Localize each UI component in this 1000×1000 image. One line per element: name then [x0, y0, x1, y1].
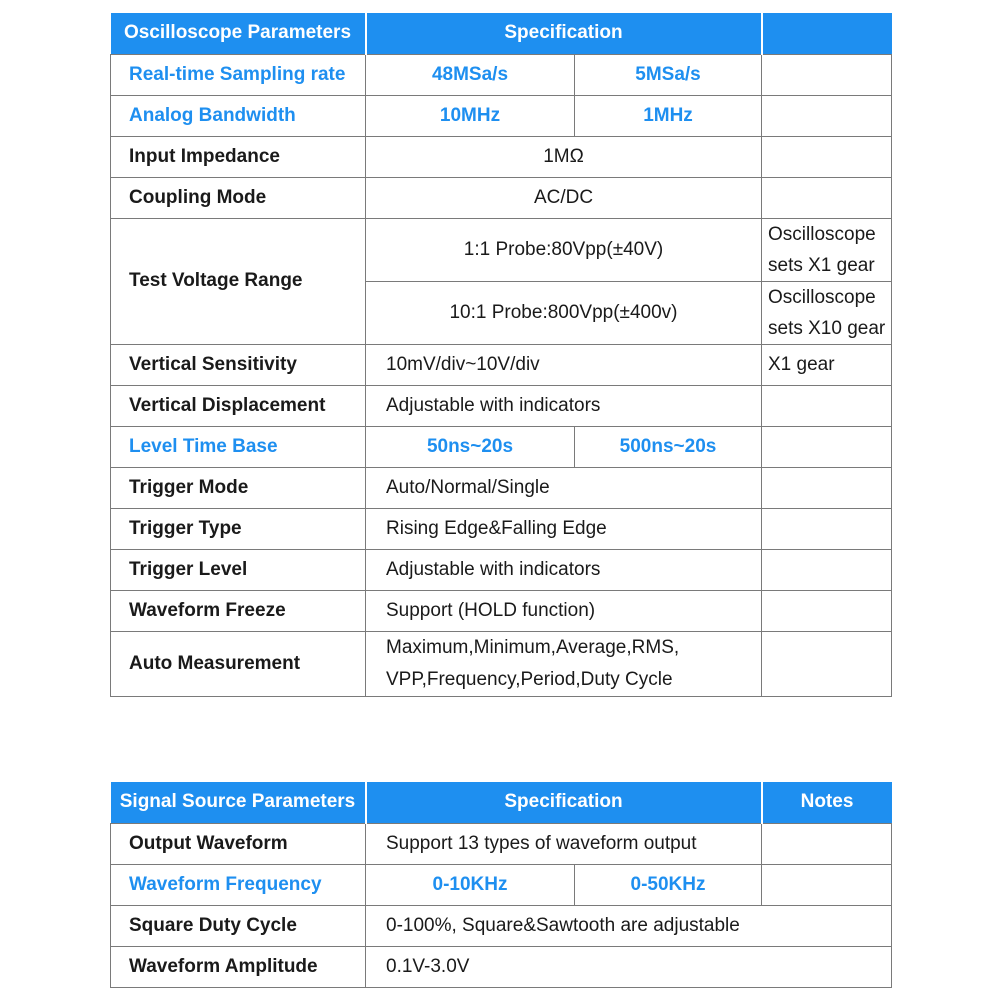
sampling-rate-label: Real-time Sampling rate — [111, 54, 366, 95]
table-row — [111, 95, 892, 136]
auto-measurement-line2: VPP,Frequency,Period,Duty Cycle — [386, 668, 673, 690]
probe-1x-note-line1: Oscilloscope — [768, 223, 876, 245]
table-header-row — [111, 13, 892, 54]
trigger-type-label: Trigger Type — [111, 508, 366, 549]
displacement-label: Vertical Displacement — [111, 385, 366, 426]
probe-1x-value: 1:1 Probe:80Vpp(±40V) — [366, 218, 762, 281]
notes-cell — [762, 823, 892, 864]
probe-1x-note — [762, 218, 892, 281]
header-notes — [762, 13, 892, 54]
sampling-rate-value-1: 48MSa/s — [366, 54, 575, 95]
probe-1x-note-line2: sets X1 gear — [768, 254, 875, 276]
bandwidth-label: Analog Bandwidth — [111, 95, 366, 136]
duty-cycle-label: Square Duty Cycle — [111, 905, 366, 946]
table-row — [111, 946, 892, 987]
notes-cell — [762, 95, 892, 136]
table-row — [111, 344, 892, 385]
bandwidth-value-2: 1MHz — [575, 95, 762, 136]
trigger-level-label: Trigger Level — [111, 549, 366, 590]
trigger-type-value: Rising Edge&Falling Edge — [366, 508, 762, 549]
notes-cell — [762, 426, 892, 467]
probe-10x-value: 10:1 Probe:800Vpp(±400v) — [366, 281, 762, 344]
sampling-rate-value-2: 5MSa/s — [575, 54, 762, 95]
table-row — [111, 905, 892, 946]
auto-measurement-line1: Maximum,Minimum,Average,RMS, — [386, 636, 680, 658]
probe-10x-note-line2: sets X10 gear — [768, 317, 886, 339]
frequency-value-1: 0-10KHz — [366, 864, 575, 905]
notes-cell — [762, 54, 892, 95]
header-specification: Specification — [366, 13, 762, 54]
impedance-value: 1MΩ — [366, 136, 762, 177]
notes-cell — [762, 508, 892, 549]
table-row — [111, 508, 892, 549]
oscilloscope-parameters-table — [110, 13, 892, 697]
timebase-label: Level Time Base — [111, 426, 366, 467]
sensitivity-label: Vertical Sensitivity — [111, 344, 366, 385]
sensitivity-value: 10mV/div~10V/div — [366, 344, 762, 385]
timebase-value-2: 500ns~20s — [575, 426, 762, 467]
voltage-range-label: Test Voltage Range — [111, 218, 366, 344]
header-parameters: Signal Source Parameters — [111, 782, 366, 823]
freeze-value: Support (HOLD function) — [366, 590, 762, 631]
timebase-value-1: 50ns~20s — [366, 426, 575, 467]
notes-cell — [762, 385, 892, 426]
notes-cell — [762, 590, 892, 631]
output-waveform-value: Support 13 types of waveform output — [366, 823, 762, 864]
table-row — [111, 631, 892, 696]
probe-10x-note-line1: Oscilloscope — [768, 286, 876, 308]
output-waveform-label: Output Waveform — [111, 823, 366, 864]
auto-measurement-label: Auto Measurement — [111, 631, 366, 696]
coupling-value: AC/DC — [366, 177, 762, 218]
header-specification: Specification — [366, 782, 762, 823]
table-row — [111, 177, 892, 218]
notes-cell — [762, 864, 892, 905]
impedance-label: Input Impedance — [111, 136, 366, 177]
notes-cell — [762, 631, 892, 696]
sensitivity-note: X1 gear — [762, 344, 892, 385]
freeze-label: Waveform Freeze — [111, 590, 366, 631]
coupling-label: Coupling Mode — [111, 177, 366, 218]
notes-cell — [762, 467, 892, 508]
displacement-value: Adjustable with indicators — [366, 385, 762, 426]
table-row — [111, 823, 892, 864]
notes-cell — [762, 177, 892, 218]
amplitude-label: Waveform Amplitude — [111, 946, 366, 987]
table-row — [111, 590, 892, 631]
duty-cycle-value: 0-100%, Square&Sawtooth are adjustable — [366, 905, 892, 946]
header-notes: Notes — [762, 782, 892, 823]
signal-source-parameters-table — [110, 782, 892, 988]
notes-cell — [762, 549, 892, 590]
table-row — [111, 385, 892, 426]
auto-measurement-value — [366, 631, 762, 696]
trigger-mode-value: Auto/Normal/Single — [366, 467, 762, 508]
table-row — [111, 218, 892, 281]
frequency-value-2: 0-50KHz — [575, 864, 762, 905]
table-row — [111, 467, 892, 508]
amplitude-value: 0.1V-3.0V — [366, 946, 892, 987]
bandwidth-value-1: 10MHz — [366, 95, 575, 136]
trigger-level-value: Adjustable with indicators — [366, 549, 762, 590]
table-row — [111, 136, 892, 177]
notes-cell — [762, 136, 892, 177]
table-row — [111, 54, 892, 95]
table-row — [111, 864, 892, 905]
header-parameters: Oscilloscope Parameters — [111, 13, 366, 54]
table-row — [111, 549, 892, 590]
table-row — [111, 426, 892, 467]
frequency-label: Waveform Frequency — [111, 864, 366, 905]
trigger-mode-label: Trigger Mode — [111, 467, 366, 508]
table-header-row — [111, 782, 892, 823]
probe-10x-note — [762, 281, 892, 344]
